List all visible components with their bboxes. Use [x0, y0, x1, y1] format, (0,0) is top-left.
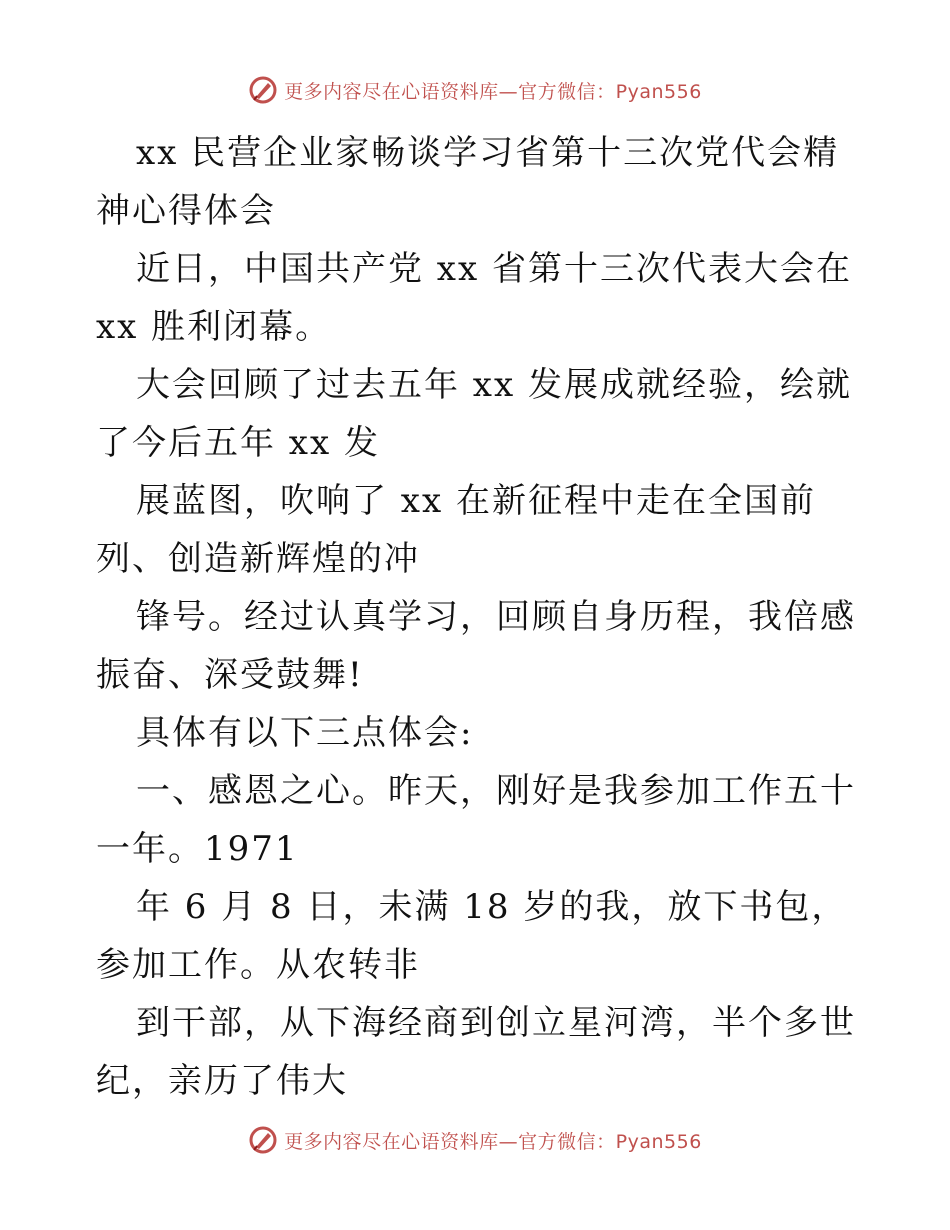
footer-banner	[0, 1122, 950, 1158]
paragraph: 近日，中国共产党 xx 省第十三次代表大会在 xx 胜利闭幕。	[96, 249, 852, 347]
quill-logo-icon	[248, 1125, 278, 1155]
paragraph: 一、感恩之心。昨天，刚好是我参加工作五十一年。1971	[96, 771, 856, 869]
paragraph: 展蓝图，吹响了 xx 在新征程中走在全国前列、创造新辉煌的冲	[96, 481, 816, 579]
document-title: xx 民营企业家畅谈学习省第十三次党代会精神心得体会	[96, 133, 840, 231]
document-body	[96, 124, 856, 1110]
paragraph: 大会回顾了过去五年 xx 发展成就经验，绘就了今后五年 xx 发	[96, 365, 852, 463]
header-banner	[0, 72, 950, 108]
header-banner-text: 更多内容尽在心语资料库—官方微信：Pyan556	[284, 80, 702, 103]
quill-logo-icon	[248, 75, 278, 105]
paragraph: 年 6 月 8 日，未满 18 岁的我，放下书包，参加工作。从农转非	[96, 887, 848, 985]
paragraph: 锋号。经过认真学习，回顾自身历程，我倍感振奋、深受鼓舞!	[96, 597, 856, 695]
footer-banner-text: 更多内容尽在心语资料库—官方微信：Pyan556	[284, 1130, 702, 1153]
paragraph: 具体有以下三点体会:	[136, 713, 474, 753]
paragraph: 到干部，从下海经商到创立星河湾，半个多世纪，亲历了伟大	[96, 1003, 856, 1101]
